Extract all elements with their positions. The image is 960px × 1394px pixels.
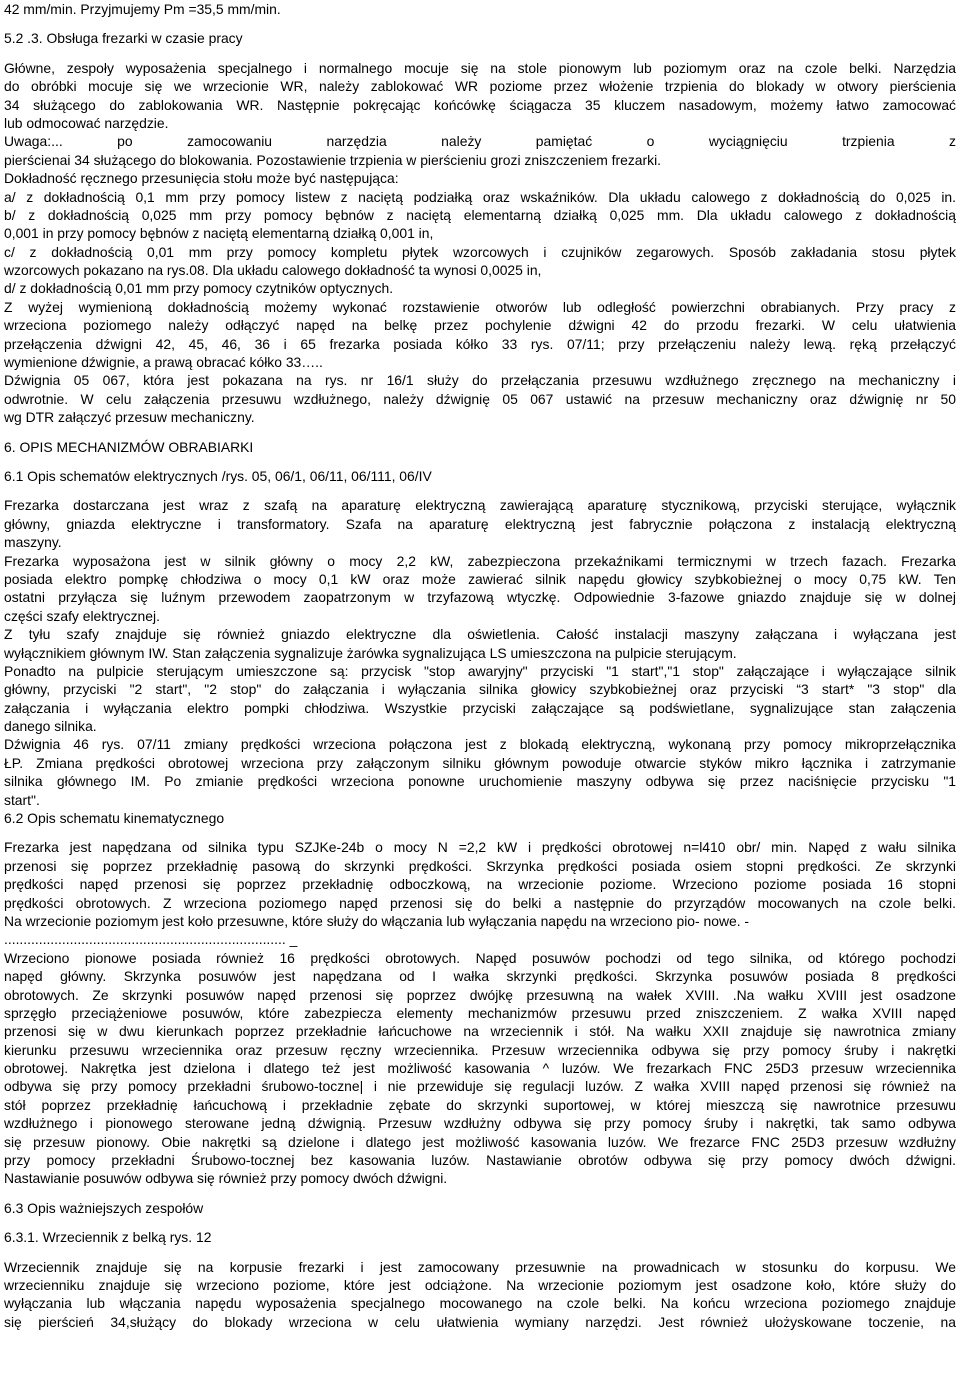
text-line: prędkości obrotowych. Z wrzeciona poziomego napęd przenosi się do belki a następnie do przyrządów mocowanych na czole belki. xyxy=(4,894,956,911)
text-line: prędkości napęd przenosi się poprzez przekładnię odboczkową, na wrzecionie poziome. Wrzeciono poziome posiada 16 stopni xyxy=(4,876,956,893)
text-line: lub odmocować narzędzie. xyxy=(4,114,169,131)
text-line: stół poprzez przekładnię łańcuchową i przekładnie zębate do skrzynki suportowej, w której mieszczą się nawrotnice przesuwu xyxy=(4,1096,956,1113)
text-line: Wrzeciono pionowe posiada również 16 prędkości obrotowych. Napęd posuwów pochodzi od tego silnika, od którego pochodzi xyxy=(4,949,956,966)
text-line: d/ z dokładnością 0,01 mm przy pomocy czytników optycznych. xyxy=(4,280,394,297)
text-line: posiada elektro pompkę chłodziwa o mocy 0,1 kW oraz może zawierać silnik napędu głowicy szybkobieżnej o mocy 0,75 kW. Ten xyxy=(4,570,956,587)
text-line: Główne, zespoły wyposażenia specjalnego i normalnego mocuje się na stole pionowym lub poziomym oraz na czole belki. Narzędzia xyxy=(4,59,956,76)
paragraph-gap xyxy=(4,427,956,438)
text-line: kierunku przesuwu wrzeciennika oraz przesuw ręczny wrzeciennika. Przesuw wrzeciennika odbywa się przy pomocy śruby i nakrętki xyxy=(4,1041,956,1058)
text-line: 6.2 Opis schematu kinematycznego xyxy=(4,810,225,827)
text-line: Frezarka dostarczana jest wraz z szafą na aparaturę elektryczną zawierającą aparaturę stycznikową, przyciski sterujące, wyłącznik xyxy=(4,497,956,514)
text-line: Frezarka jest napędzana od silnika typu SZJKe-24b o mocy N =2,2 kW i prędkości obrotowej n=l410 obr/ min. Napęd z wału silnika xyxy=(4,839,956,856)
paragraph-gap xyxy=(4,1247,956,1258)
text-line: Na wrzecionie poziomym jest koło przesuwne, które służy do włączania lub wyłączania napędu na wrzeciono pio- nowe. - xyxy=(4,912,750,929)
text-line: wrzeciona poziomego należy odłączyć napęd na belkę przez pochylenie dźwigni 42 do przodu frezarki. W celu ułatwienia xyxy=(4,317,956,334)
text-line: 6. OPIS MECHANIZMÓW OBRABIARKI xyxy=(4,438,254,455)
text-line: ostatni przyłącza się luźnym przewodem zaopatrzonym w trzyfazową wtyczkę. Odpowiednie 3-fazowe gniazdo znajduje się w dolnej xyxy=(4,589,956,606)
text-line: start". xyxy=(4,791,40,808)
text-line: Wrzeciennik znajduje się na korpusie frezarki i jest zamocowany przesuwnie na prowadnicach w stosunku do korpusu. We xyxy=(4,1258,956,1275)
text-line: wyłącznikiem głównym IW. Stan załączenia sygnalizuje żarówka sygnalizująca LS umieszczona na pulpicie sterującym. xyxy=(4,644,737,661)
paragraph-gap xyxy=(4,827,956,838)
paragraph-gap xyxy=(4,456,956,467)
text-line: odwrotnie. W celu załączenia przesuwu wzdłużnego, należy dźwignię 05 067 ustawić na przesuw mechaniczny oraz dźwignię nr 50 xyxy=(4,390,956,407)
text-line: obrotowej. Nakrętka jest dzielona i dlatego też jest możliwość kasowania ^ luzów. We frezarkach FNC 25D3 przesuw wrzeciennika xyxy=(4,1060,956,1077)
text-line: przenosi się poprzez przekładnię pasową do skrzynki prędkości. Skrzynka prędkości posiada osiem stopni prędkości. Ze skrzynki xyxy=(4,857,956,874)
text-line: Dokładność ręcznego przesunięcia stołu może być następująca: xyxy=(4,170,399,187)
text-line: obrotowych. Ze skrzynki posuwów napęd przenosi się poprzez dwójkę przesuwną na wałek XVIII. .Na wałku XVIII jest osadzone xyxy=(4,986,956,1003)
text-line: wzorcowych pokazano na rys.08. Dla układu calowego dokładność ta wynosi 0,0025 in, xyxy=(4,262,542,279)
text-line: ŁP. Zmiana prędkości obrotowej wrzeciona przy załączonym silniku głównym powoduje otwarcie styków mikro łącznika i zatrzymanie xyxy=(4,754,956,771)
text-line: załączania i wyłączania elektro pompki chłodziwa. Wszystkie przyciski załączające są podświetlane, sygnalizujące stan załączenia xyxy=(4,699,956,716)
text-line: główny, gniazda elektryczne i transformatory. Szafa na aparaturę elektryczną jest fabrycznie połączona z instalacją elektryczną xyxy=(4,515,956,532)
text-line: Nastawianie posuwów odbywa się również przy pomocy dwóch dźwigni. xyxy=(4,1170,448,1187)
text-line: Uwaga:... po zamocowaniu narzędzia należy pamiętać o wyciągnięciu trzpienia z xyxy=(4,133,956,150)
text-line: wrzecienniku znajduje się wrzeciono poziome, które jest odciążone. Na wrzecionie poziomym jest osadzone koło, które służy do xyxy=(4,1277,956,1293)
text-line: Frezarka wyposażona jest w silnik główny o mocy 2,2 kW, zabezpieczona przekaźnikami termicznymi w trzech fazach. Frezarka xyxy=(4,552,956,569)
text-line: 34 służącego do zablokowania WR. Następnie pokręcając końcówkę ściągacza 35 kluczem nasadowym, możemy łatwo zamocować xyxy=(4,96,956,113)
text-line: 6.1 Opis schematów elektrycznych /rys. 05, 06/1, 06/11, 06/111, 06/IV xyxy=(4,467,432,484)
paragraph-gap xyxy=(4,485,956,496)
text-line: wyłączania lub włączania napędu wyposażenia specjalnego mocowanego na czole belki. Na końcu wrzeciona poziomego znajduje xyxy=(4,1295,956,1312)
text-line: wymienione dźwignie, a prawą obracać kółko 33….. xyxy=(4,354,323,371)
text-line: główny, przyciski "2 start", "2 stop" do załączania i wyłączania silnika głowicy szybkobieżnej oraz przyciski “3 start* "3 stop" dla xyxy=(4,681,956,698)
text-line: części szafy elektrycznej. xyxy=(4,607,160,624)
text-line: ......................................................................... _ xyxy=(4,931,298,948)
text-line: do obróbki mocuje się we wrzecionie WR, należy zablokować WR poziome przez włożenie trzpienia do blokady w otwory pierścienia xyxy=(4,78,956,95)
text-line: przy pomocy przekładni Śrubowo-tocznej bez kasowania luzów. Nastawianie obrotów odbywa się przy pomocy dwóch dźwigni. xyxy=(4,1152,956,1169)
text-line: się pierścień 34,służący do blokady wrzeciona w celu ułatwienia wymiany narzędzi. Jest również ułożyskowane toczenie, na xyxy=(4,1313,956,1330)
text-line: odbywa się przy pomocy przekładni śrubowo-toczne| i nie przewiduje się regulacji luzów. Z wałka XVIII napęd przenosi się również na xyxy=(4,1078,956,1095)
paragraph-gap xyxy=(4,1188,956,1199)
text-line: 5.2 .3. Obsługa frezarki w czasie pracy xyxy=(4,30,243,47)
text-line: 6.3 Opis ważniejszych zespołów xyxy=(4,1199,204,1216)
text-line: 42 mm/min. Przyjmujemy Pm =35,5 mm/min. xyxy=(4,1,281,17)
text-line: a/ z dokładnością 0,1 mm przy pomocy listew z naciętą podziałką oraz wskaźników. Dla układu calowego z dokładnością do 0,025 in. xyxy=(4,188,956,205)
text-line: sprzęgło przeciążeniowe posuwów, które zabezpiecza elementy mechanizmów przesuwu przed zniszczeniem. Z wałka XVIII napęd xyxy=(4,1004,956,1021)
text-line: Dźwignia 05 067, która jest pokazana na rys. nr 16/1 służy do przełączania przesuwu wzdłużnego zręcznego na mechaniczny i xyxy=(4,372,956,389)
text-line: silnika głównego IM. Po zmianie prędkości wrzeciona ponowne uruchomienie maszyny odbywa się przez naciśnięcie przycisku "1 xyxy=(4,773,956,790)
text-line: 0,001 in przy pomocy bębnów z naciętą elementarną działką 0,001 in, xyxy=(4,225,434,242)
text-line: Z tyłu szafy znajduje się również gniazdo elektryczne dla oświetlenia. Całość instalacji maszyny załączana i wyłączana jest xyxy=(4,626,956,643)
text-line: przełączenia dźwigni 42, 45, 46, 36 i 65 frezarka posiada kółko 33 rys. 07/11; przy przełączeniu należy lewą. ręką przełączyć xyxy=(4,335,956,352)
text-line: Dźwignia 46 rys. 07/11 zmiany prędkości wrzeciona połączona jest z blokadą elektryczną, wykonaną przy pomocy mikroprzełącznika xyxy=(4,736,956,753)
text-line: wg DTR załączyć przesuw mechaniczny. xyxy=(4,409,255,426)
text-line: napęd główny. Skrzynka posuwów jest napędzana od I wałka skrzynki prędkości. Skrzynka posuwów posiada 8 prędkości xyxy=(4,968,956,985)
document-page xyxy=(4,0,956,1394)
text-line: c/ z dokładnością 0,01 mm przy pomocy kompletu płytek wzorcowych i czujników zegarowych. Sposób zakładania stosu płytek xyxy=(4,243,956,260)
paragraph-gap xyxy=(4,18,956,29)
text-line: danego silnika. xyxy=(4,718,97,735)
text-line: przenosi się w dwu kierunkach poprzez przekładnie łańcuchowe na wrzeciennik i stół. Na wałku XXII znajduje się nawrotnica zmiany xyxy=(4,1023,956,1040)
paragraph-gap xyxy=(4,1217,956,1228)
text-line: pierścienai 34 służącego do blokowania. Pozostawienie trzpienia w pierścieniu grozi zniszczeniem frezarki. xyxy=(4,151,662,168)
text-line: się przesuw pionowy. Obie nakrętki są dzielone i dlatego jest możliwość kasowania luzów. We frezarce FNC 25D3 przesuw wzdłużny xyxy=(4,1133,956,1150)
text-line: Z wyżej wymienioną dokładnością możemy wykonać rozstawienie otworów lub odległość powierzchni obrabianych. Przy pracy z xyxy=(4,298,956,315)
text-line: b/ z dokładnością 0,025 mm przy pomocy bębnów z naciętą elementarną działką 0,025 mm. Dla układu calowego z dokładnością xyxy=(4,206,956,223)
text-line: wzdłużnego i pionowego sterowane jedną dźwignią. Przesuw wzdłużny odbywa się przy pomocy śruby i nakrętki, tak samo odbywa xyxy=(4,1115,956,1132)
text-line: 6.3.1. Wrzeciennik z belką rys. 12 xyxy=(4,1229,212,1246)
paragraph-gap xyxy=(4,48,956,59)
text-line: maszyny. xyxy=(4,534,62,551)
text-line: Ponadto na pulpicie sterującym umieszczone są: przycisk "stop awaryjny" przyciski "1 start","1 stop" załączające i wyłączające silnik xyxy=(4,662,956,679)
